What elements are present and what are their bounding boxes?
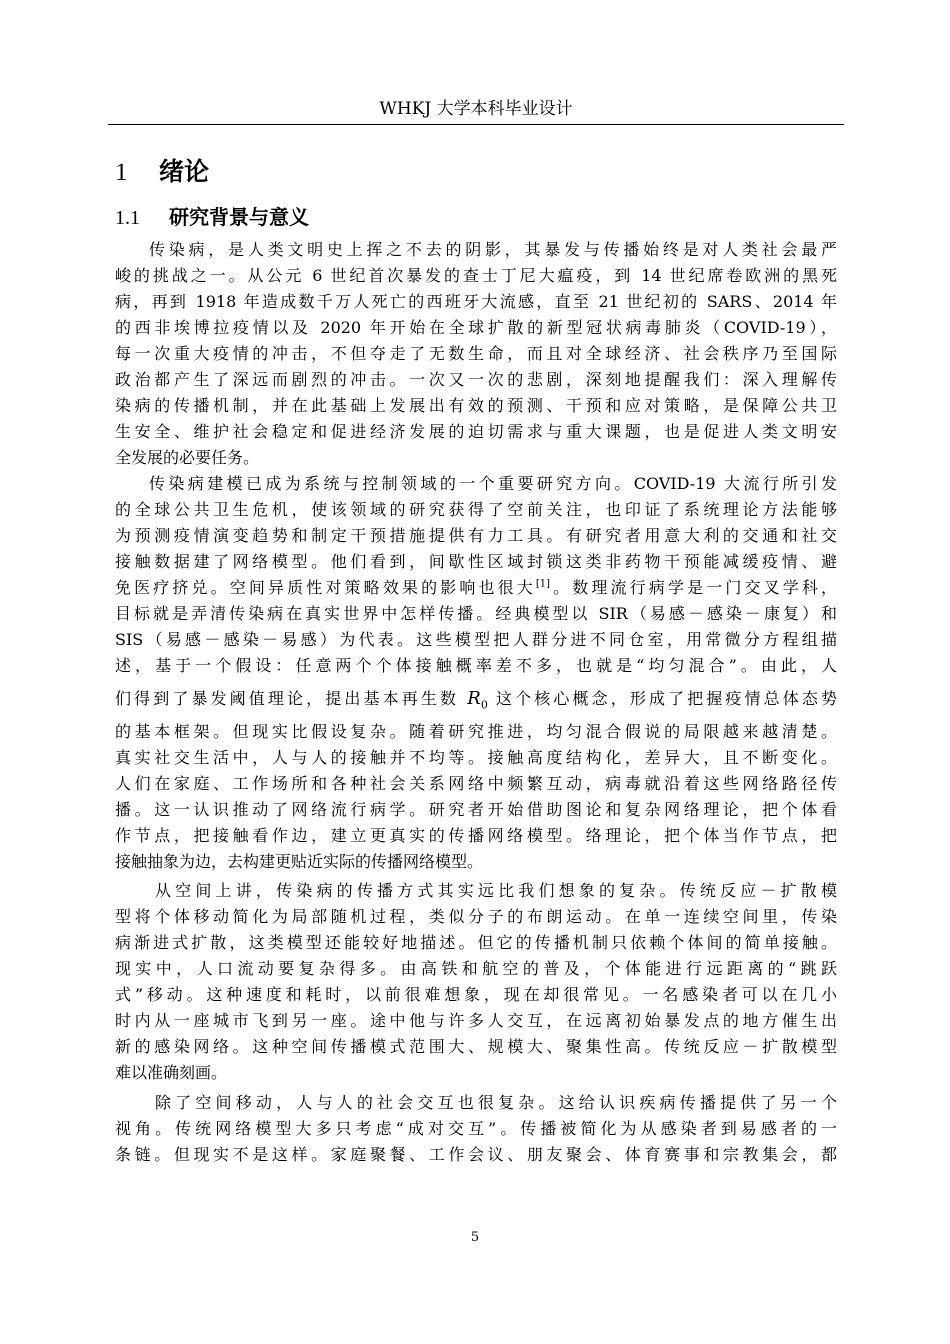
body-line: 述，基于一个假设：任意两个个体接触概率差不多，也就是“均匀混合”。由此，人 (115, 656, 837, 675)
body-line: 染病的传播机制，并在此基础上发展出有效的预测、干预和应对策略，是保障公共卫 (115, 396, 837, 415)
citation-ref[interactable]: [1] (535, 578, 551, 590)
header-rule (108, 124, 844, 125)
body-line: 病，再到 1918 年造成数千万人死亡的西班牙大流感，直至 21 世纪初的 SARS、2014 年 (115, 292, 837, 311)
body-line: 的基本框架。但现实比假设复杂。随着研究推进，均匀混合假说的局限越来越清楚。 (115, 722, 837, 741)
body-line: 为预测疫情演变趋势和制定干预措施提供有力工具。有研究者用意大利的交通和社交 (115, 526, 837, 545)
body-line: 真实社交生活中，人与人的接触并不均等。接触高度结构化，差异大，且不断变化。 (115, 748, 837, 767)
body-line: 的全球公共卫生危机，使该领域的研究获得了空前关注，也印证了系统理论方法能够 (115, 500, 837, 519)
body-line: 传染病，是人类文明史上挥之不去的阴影，其暴发与传播始终是对人类社会最严 (149, 240, 837, 259)
body-line: 难以准确刻画。 (115, 1063, 228, 1082)
chapter-number: 1 (115, 159, 128, 186)
body-line: 生安全、维护社会稳定和促进经济发展的迫切需求与重大课题，也是促进人类文明安 (115, 422, 837, 441)
body-line: 接触抽象为边，去构建更贴近实际的传播网络模型。 (115, 852, 484, 871)
body-line: SIS（易感－感染－易感）为代表。这些模型把人群分进不同仓室，用常微分方程组描 (115, 630, 837, 649)
body-line: 播。这一认识推动了网络流行病学。研究者开始借助图论和复杂网络理论，把个体看 (115, 800, 837, 819)
body-line: 式”移动。这种速度和耗时，以前很难想象，现在却很常见。一名感染者可以在几小 (115, 985, 837, 1004)
r0-symbol: $R_0$ (467, 688, 488, 712)
body-line: 接触数据建了网络模型。他们看到，间歇性区域封锁这类非药物干预能减缓疫情、避 (115, 552, 837, 571)
section-number: 1.1 (115, 207, 140, 229)
page-header: WHKJ 大学本科毕业设计 (379, 99, 573, 119)
body-line: 每一次重大疫情的冲击，不但夺走了无数生命，而且对全球经济、社会秩序乃至国际 (115, 344, 837, 363)
section-title: 研究背景与意义 (169, 205, 309, 229)
section-heading (115, 200, 309, 234)
chapter-title: 绪论 (159, 157, 210, 186)
body-line: 作节点，把接触看作边，建立更真实的传播网络模型。络理论，把个体当作节点，把 (115, 826, 837, 845)
body-text: 免医疗挤兑。空间异质性对策略效果的影响也很大 (115, 578, 536, 597)
body-line: 政治都产生了深远而剧烈的冲击。一次又一次的悲剧，深刻地提醒我们：深入理解传 (115, 370, 837, 389)
body-line: 条链。但现实不是这样。家庭聚餐、工作会议、朋友聚会、体育赛事和宗教集会，都 (115, 1145, 837, 1164)
body-text: 们得到了暴发阈值理论，提出基本再生数 (115, 689, 460, 708)
body-text: 。数理流行病学是一门交叉学科， (550, 578, 837, 597)
body-line: 时内从一座城市飞到另一座。途中他与许多人交互，在远离初始暴发点的地方催生出 (115, 1011, 837, 1030)
body-line: 从空间上讲，传染病的传播方式其实远比我们想象的复杂。传统反应－扩散模 (155, 881, 837, 900)
body-line: 型将个体移动简化为局部随机过程，类似分子的布朗运动。在单一连续空间里，传染 (115, 907, 837, 926)
body-line: 全发展的必要任务。 (115, 448, 260, 467)
body-line: 的西非埃博拉疫情以及 2020 年开始在全球扩散的新型冠状病毒肺炎（COVID-19）， (115, 318, 837, 337)
body-text: 这个核心概念，形成了把握疫情总体态势 (496, 689, 837, 708)
body-line: 视角。传统网络模型大多只考虑“成对交互”。传播被简化为从感染者到易感者的一 (115, 1119, 837, 1138)
body-line: 新的感染网络。这种空间传播模式范围大、规模大、聚集性高。传统反应－扩散模型 (115, 1037, 837, 1056)
body-line-with-formula (115, 684, 837, 714)
body-line: 传染病建模已成为系统与控制领域的一个重要研究方向。COVID-19 大流行所引发 (149, 474, 837, 493)
body-line: 峻的挑战之一。从公元 6 世纪首次暴发的查士丁尼大瘟疫，到 14 世纪席卷欧洲的黑死 (115, 266, 837, 285)
chapter-heading (115, 152, 209, 192)
body-line: 目标就是弄清传染病在真实世界中怎样传播。经典模型以 SIR（易感－感染－康复）和 (115, 604, 837, 623)
page-number: 5 (470, 1230, 480, 1245)
body-line: 除了空间移动，人与人的社会交互也很复杂。这给认识疾病传播提供了另一个 (155, 1093, 837, 1112)
body-line: 病渐进式扩散，这类模型还能较好地描述。但它的传播机制只依赖个体间的简单接触。 (115, 933, 837, 952)
body-line: 人们在家庭、工作场所和各种社会关系网络中频繁互动，病毒就沿着这些网络路径传 (115, 774, 837, 793)
body-line-with-citation (115, 575, 837, 601)
body-line: 现实中，人口流动要复杂得多。由高铁和航空的普及，个体能进行远距离的“跳跃 (115, 959, 837, 978)
